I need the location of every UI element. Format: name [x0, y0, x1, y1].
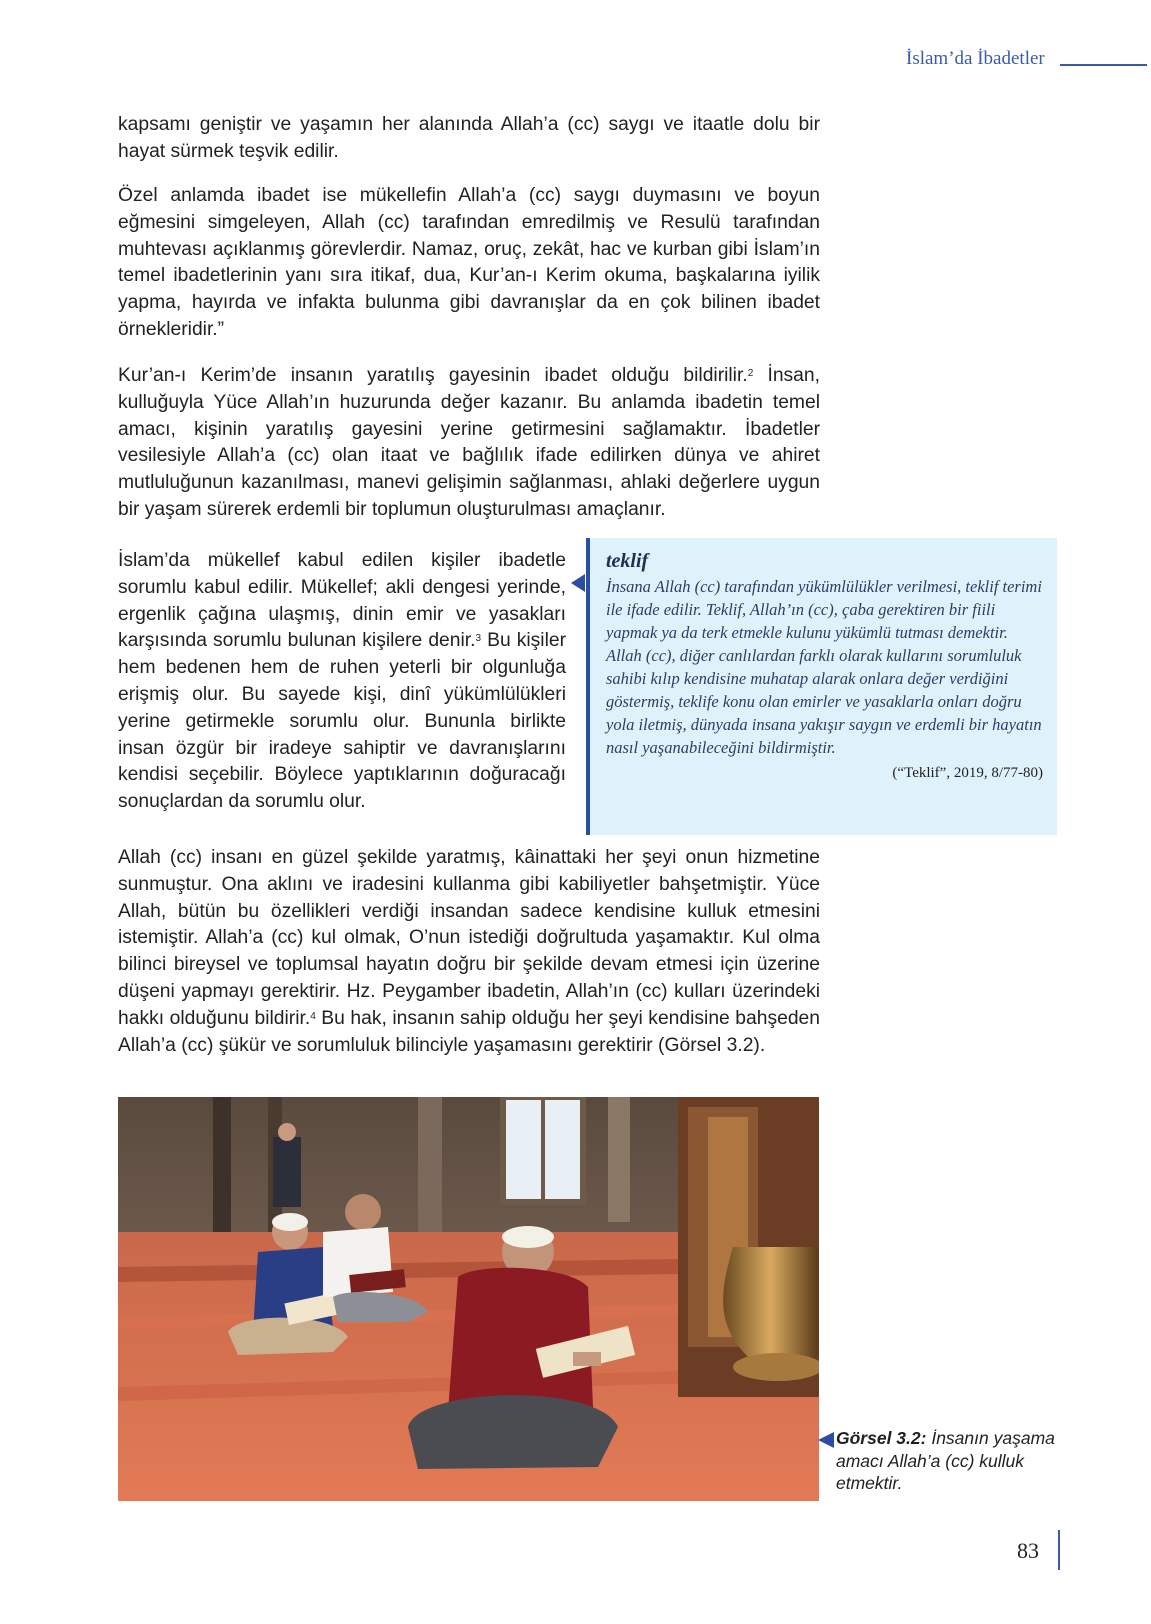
glossary-term: teklif [606, 550, 649, 572]
glossary-pointer-icon [571, 574, 585, 592]
paragraph-text: Kur’an-ı Kerim’de insanın yaratılış gayesinin ibadet olduğu bildirilir. [118, 365, 748, 386]
paragraph-servitude [118, 845, 820, 1059]
paragraph-text: Bu hak, insanın sahip olduğu her şeyi kendisine bahşeden Allah’a (cc) şükür ve sorumluluk bilinciyle yaşamasını gerektirir (Görsel 3.2). [118, 1007, 820, 1056]
footnote-ref: 4 [310, 1010, 316, 1022]
paragraph-text: İnsan, kulluğuyla Yüce Allah’ın huzurunda değer kazanır. Bu anlamda ibadetin temel amacı, kişinin yaratılış gayesini yerine getirmesini sağlamaktır. İbadetler vesilesiyle Allah’a (cc) olan itaat ve bağlılık ifade edilirken dünya ve ahiret mutluluğunun kazanılması, manevi gelişimin sağlanması, ahlaki değerlere uygun bir yaşam sürerek erdemli bir toplumun oluşturulması amaçlanır. [118, 365, 820, 520]
paragraph-text: Allah (cc) insanı en güzel şekilde yaratmış, kâinattaki her şeyi onun hizmetine sunmuştur. Ona aklını ve iradesini kullanma gibi kabiliyetler bahşetmiştir. Yüce Allah, bütün bu özellikleri verdiği insandan sadece kendisine kulluk etmesini istemiştir. Allah’a (cc) kul olmak, O’nun istediği doğrultuda yaşamaktır. Kul olma bilinci bireysel ve toplumsal hayatın doğru bir şekilde devam etmesi için üzerine düşeni yapmayı gerektirir. Hz. Peygamber ibadetin, Allah’ın (cc) kulları üzerindeki hakkı olduğunu bildirir. [118, 847, 820, 1029]
glossary-source: (“Teklif”, 2019, 8/77-80) [892, 765, 1043, 781]
paragraph-mukellef [118, 548, 566, 816]
chapter-title: İslam’da İbadetler [906, 48, 1045, 69]
paragraph-creation-purpose [118, 363, 820, 524]
footnote-ref: 3 [475, 633, 482, 645]
footnote-ref: 2 [747, 368, 754, 379]
paragraph-intro-continuation: kapsamı geniştir ve yaşamın her alanında Allah’a (cc) saygı ve itaatle dolu bir hayat sürmek teşvik edilir. [118, 114, 820, 162]
glossary-definition: Allah (cc), diğer canlılardan farklı olarak kullarını sorumluluk sahibi kılıp kendisine muhatap alarak onlara değer verdiğini göstermiş, teklife konu olan emirler ve yasaklarla onları doğru yola iletmiş, dünyada insana yakışır saygın ve erdemli bir hayatın nasıl yaşanabileceğini bildirmiştir. [606, 646, 1042, 757]
paragraph-text: İslam’da mükellef kabul edilen kişiler ibadetle sorumlu kabul edilir. Mükellef; akli dengesi yerinde, ergenlik çağına ulaşmış, dinin emir ve yasakları karşısında sorumlu bulunan kişilere denir. [118, 550, 566, 652]
figure-caption-text: İnsanın yaşama amacı Allah’a (cc) kulluk etmektir. [836, 1428, 1055, 1493]
glossary-definition: İnsana Allah (cc) tarafından yükümlülükler verilmesi, teklif terimi ile ifade edilir. Teklif, Allah’ın (cc), çaba gerektiren bir fiili yapmak ya da terk etmekle kulunu yükümlü tutması demektir. [606, 577, 1042, 642]
header-rule [1060, 64, 1147, 66]
figure-caption [836, 1427, 1076, 1495]
paragraph-text: Bu kişiler hem bedenen hem de ruhen yeterli bir olgunluğa erişmiş olur. Bu sayede kişi, dinî yükümlülükleri yerine getirmekle sorumlu olur. Bununla birlikte insan özgür bir iradeye sahiptir ve davranışlarını kendisi seçebilir. Böylece yaptıklarının doğuracağı sonuçlardan da sorumlu olur. [118, 630, 566, 813]
page-number: 83 [1017, 1538, 1039, 1563]
figure-label: Görsel 3.2: [836, 1428, 927, 1448]
caption-pointer-icon [818, 1432, 834, 1448]
page-number-rule [1058, 1530, 1060, 1570]
paragraph-special-worship: Özel anlamda ibadet ise mükellefin Allah’a (cc) saygı duymasını ve boyun eğmesini simgeleyen, Allah (cc) tarafından emredilmiş ve Resulü tarafından muhtevası açıklanmış görevlerdir. Namaz, oruç, zekât, hac ve kurban gibi İslam’ın temel ibadetlerinin yanı sıra itikaf, dua, Kur’an-ı Kerim okuma, başkalarına iyilik yapma, hayırda ve infakta bulunma gibi davranışlar da en çok bilinen ibadet örnekleridir.” [118, 185, 820, 340]
mosque-reading-photo [118, 1097, 819, 1501]
glossary-box [586, 538, 1057, 835]
